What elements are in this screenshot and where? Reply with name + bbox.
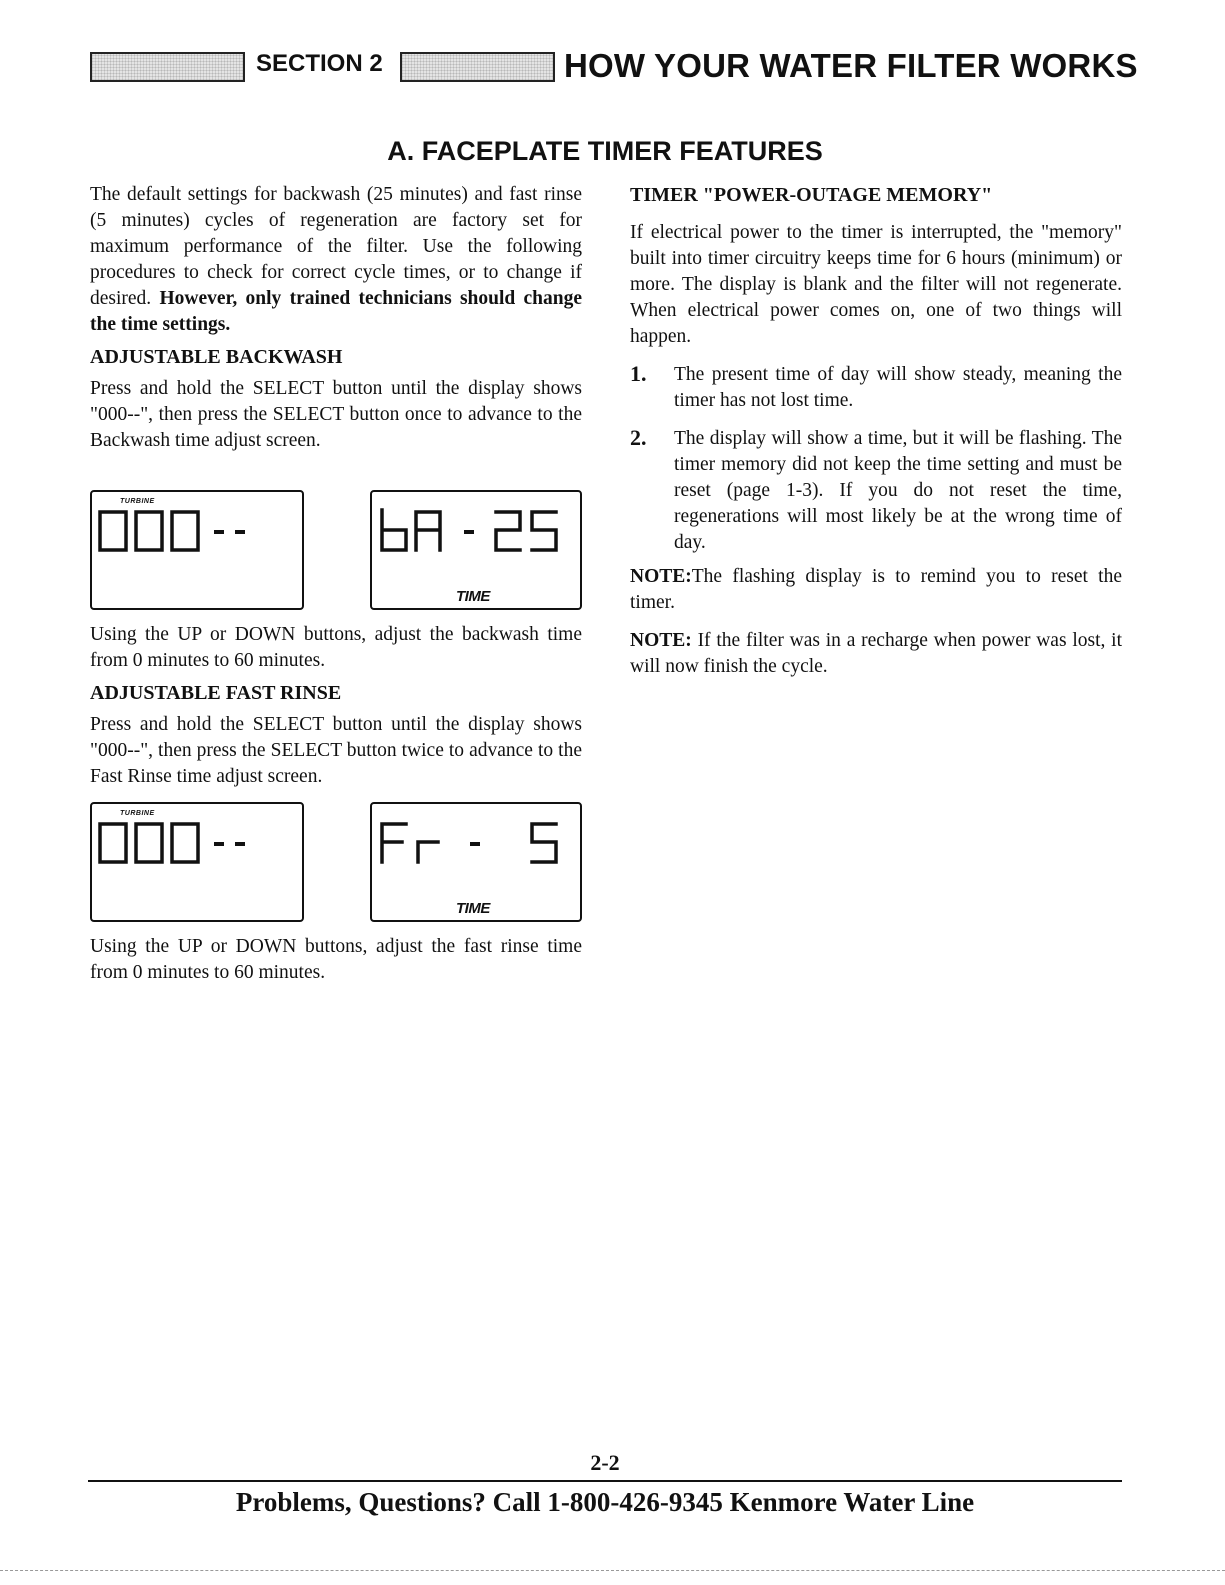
list-item-text: The present time of day will show steady, meaning the timer has not lost time. — [674, 364, 1122, 411]
lcd-digits-home — [92, 804, 306, 924]
note-1: NOTE:The flashing display is to remind you to reset the timer. — [630, 566, 1122, 613]
time-label: TIME — [456, 900, 490, 917]
lcd-display-home-1 — [90, 490, 304, 610]
list-number: 2. — [630, 425, 647, 450]
page-number: 2-2 — [590, 1450, 620, 1475]
intro-warning: However, only trained technicians should change the time settings. — [90, 288, 583, 335]
section-label: SECTION 2 — [256, 50, 383, 77]
turbine-label: TURBINE — [120, 810, 155, 817]
lcd-display-backwash — [370, 490, 582, 610]
list-item — [630, 426, 1122, 556]
backwash-instruction: Press and hold the SELECT button until the display shows "000--", then press the SELECT button once to advance to the Backwash time adjust screen. — [90, 378, 582, 451]
footer-rule — [88, 1480, 1122, 1482]
turbine-label: TURBINE — [120, 498, 155, 505]
backwash-heading: ADJUSTABLE BACKWASH — [90, 346, 343, 368]
fast-rinse-instruction: Press and hold the SELECT button until the display shows "000--", then press the SELECT button twice to advance to the Fast Rinse time adjust screen. — [90, 714, 582, 787]
list-item — [630, 362, 1122, 414]
lcd-display-fast-rinse — [370, 802, 582, 922]
header-decor-bar-right — [400, 52, 555, 82]
fast-rinse-adjust-text: Using the UP or DOWN buttons, adjust the fast rinse time from 0 minutes to 60 minutes. — [90, 936, 582, 983]
power-outage-intro: If electrical power to the timer is interrupted, the "memory" built into timer circuitry keeps time for 6 hours (minimum) or more. The display is blank and the filter will not regenerate. When electrical power comes on, one of two things will happen. — [630, 222, 1122, 347]
left-column-bottom — [90, 934, 582, 986]
backwash-adjust-text: Using the UP or DOWN buttons, adjust the backwash time from 0 minutes to 60 minutes. — [90, 624, 582, 671]
page-bottom-divider — [0, 1570, 1225, 1572]
left-column — [90, 182, 582, 454]
fast-rinse-heading: ADJUSTABLE FAST RINSE — [90, 682, 342, 704]
header-decor-bar-left — [90, 52, 245, 82]
power-outage-heading: TIMER "POWER-OUTAGE MEMORY" — [630, 184, 993, 206]
section-title: A. FACEPLATE TIMER FEATURES — [387, 136, 823, 166]
footer-help-line: Problems, Questions? Call 1-800-426-9345 Kenmore Water Line — [235, 1487, 975, 1517]
list-item-text: The display will show a time, but it will be flashing. The timer memory did not keep the time setting and must be reset (page 1-3). If you do not reset the time, regenerations will most likely be at the wrong time of day. — [674, 428, 1122, 553]
note-2: NOTE: If the filter was in a recharge when power was lost, it will now finish the cycle. — [630, 630, 1123, 677]
lcd-digits-home — [92, 492, 306, 612]
list-number: 1. — [630, 361, 647, 386]
page-title: HOW YOUR WATER FILTER WORKS — [564, 47, 1138, 84]
right-column — [630, 182, 1122, 680]
intro-paragraph: The default settings for backwash (25 minutes) and fast rinse (5 minutes) cycles of regeneration are factory set for maximum performance of the filter. Use the following procedures to check for correct cycle times, or to change if desired. However, only trained technicians should change the time settings. — [90, 184, 583, 335]
time-label: TIME — [456, 588, 490, 605]
lcd-display-home-2 — [90, 802, 304, 922]
left-column-mid — [90, 622, 582, 790]
